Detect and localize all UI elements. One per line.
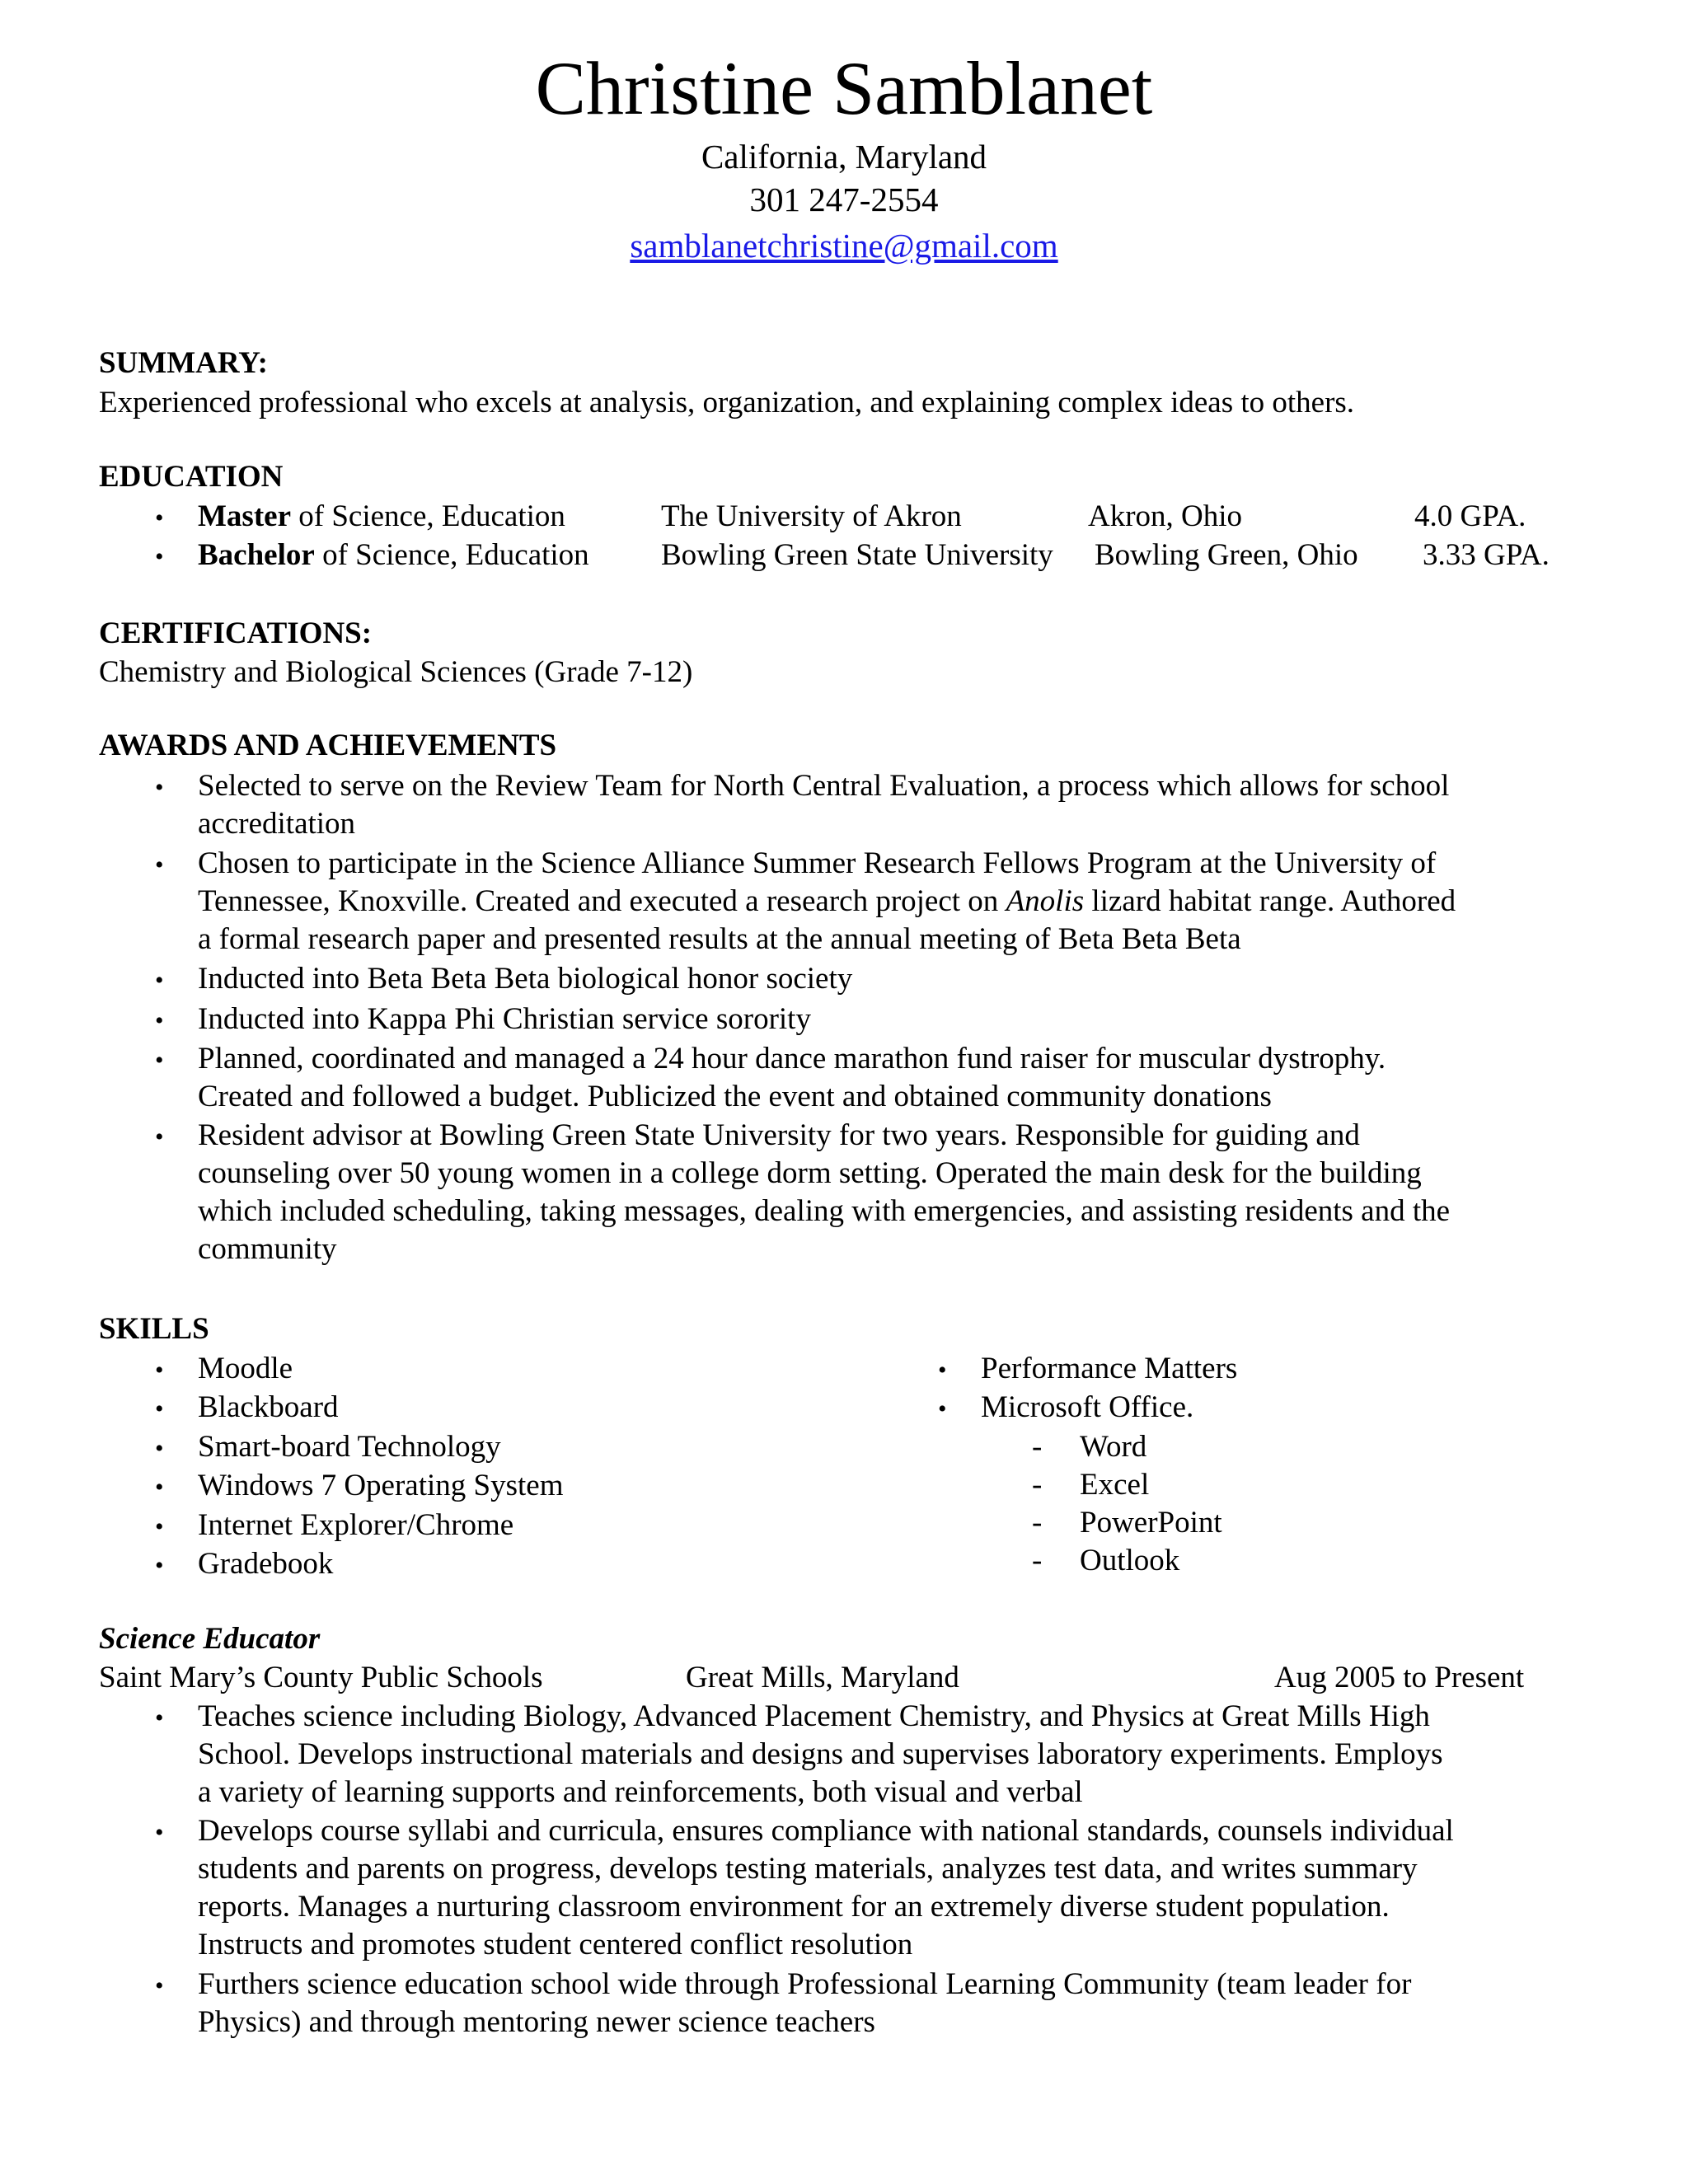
duty-line: School. Develops instructional materials and designs and supervises laboratory experiments. Employs [198, 1737, 1443, 1771]
award-line: community [198, 1232, 337, 1266]
bullet-icon: • [155, 543, 164, 570]
award-line [198, 883, 1456, 921]
education-heading: EDUCATION [99, 460, 284, 494]
certifications-text: Chemistry and Biological Sciences (Grade 7-12) [99, 655, 693, 689]
education-degree [198, 498, 565, 536]
bullet-icon: • [155, 504, 164, 532]
education-school: Bowling Green State University [661, 538, 1053, 572]
resume-name: Christine Samblanet [535, 46, 1153, 130]
duty-line: Instructs and promotes student centered conflict resolution [198, 1928, 913, 1961]
bullet-icon: • [155, 1047, 164, 1074]
bullet-icon: • [155, 1552, 164, 1579]
office-app: PowerPoint [1080, 1506, 1222, 1540]
location: California, Maryland [701, 138, 987, 176]
duty-line: Physics) and through mentoring newer science teachers [198, 2005, 875, 2039]
bullet-icon: • [155, 1704, 164, 1732]
skills-heading: SKILLS [99, 1312, 209, 1346]
degree-rest: of Science, Education [314, 538, 589, 572]
office-app: Excel [1080, 1468, 1150, 1502]
skill-item: Internet Explorer/Chrome [198, 1508, 514, 1542]
employer: Saint Mary’s County Public Schools [99, 1661, 543, 1694]
species-name: Anolis [1006, 884, 1085, 918]
award-line: Selected to serve on the Review Team for North Central Evaluation, a process which allows for school [198, 769, 1450, 803]
award-line: Planned, coordinated and managed a 24 hour dance marathon fund raiser for muscular dystrophy. [198, 1042, 1386, 1076]
award-line-end: lizard habitat range. Authored [1084, 884, 1456, 918]
bullet-icon: • [155, 1007, 164, 1034]
award-line-start: Tennessee, Knoxville. Created and executed a research project on [198, 884, 1006, 918]
awards-heading: AWARDS AND ACHIEVEMENTS [99, 729, 557, 762]
dash-marker: - [1032, 1506, 1043, 1540]
duty-line: a variety of learning supports and reinforcements, both visual and verbal [198, 1775, 1083, 1809]
skill-item: Gradebook [198, 1547, 334, 1581]
bullet-icon: • [155, 1395, 164, 1422]
education-place: Akron, Ohio [1088, 499, 1243, 533]
degree-bold: Bachelor [198, 538, 315, 572]
education-degree [198, 537, 589, 574]
award-line: Created and followed a budget. Publicized the event and obtained community donations [198, 1080, 1272, 1113]
dash-marker: - [1032, 1468, 1043, 1502]
bullet-icon: • [155, 1474, 164, 1501]
bullet-icon: • [155, 1357, 164, 1384]
duty-line: students and parents on progress, develops testing materials, analyzes test data, and writes summary [198, 1852, 1418, 1886]
skill-item: Performance Matters [981, 1352, 1238, 1385]
job-title: Science Educator [99, 1622, 321, 1656]
skill-item: Moodle [198, 1352, 293, 1385]
bullet-icon: • [155, 1123, 164, 1151]
skill-item: Windows 7 Operating System [198, 1469, 564, 1502]
skill-item: Blackboard [198, 1390, 339, 1424]
award-line: accreditation [198, 807, 356, 841]
duty-line: Develops course syllabi and curricula, ensures compliance with national standards, counsels individual [198, 1814, 1454, 1848]
summary-text: Experienced professional who excels at analysis, organization, and explaining complex ideas to others. [99, 386, 1355, 419]
award-line: counseling over 50 young women in a college dorm setting. Operated the main desk for the building [198, 1156, 1422, 1190]
skill-item: Smart-board Technology [198, 1430, 501, 1464]
education-gpa: 4.0 GPA. [1414, 499, 1526, 533]
bullet-icon: • [155, 1819, 164, 1846]
education-school: The University of Akron [661, 499, 962, 533]
award-line: Inducted into Beta Beta Beta biological honor society [198, 962, 853, 996]
duty-line: Furthers science education school wide through Professional Learning Community (team leader for [198, 1967, 1412, 2001]
summary-heading: SUMMARY: [99, 346, 268, 380]
education-place: Bowling Green, Ohio [1095, 538, 1358, 572]
award-line: Resident advisor at Bowling Green State University for two years. Responsible for guiding and [198, 1118, 1360, 1152]
dash-marker: - [1032, 1544, 1043, 1577]
duty-line: Teaches science including Biology, Advanced Placement Chemistry, and Physics at Great Mills High [198, 1699, 1430, 1733]
degree-bold: Master [198, 499, 291, 533]
bullet-icon: • [155, 1972, 164, 1999]
education-gpa: 3.33 GPA. [1423, 538, 1550, 572]
job-dates: Aug 2005 to Present [1274, 1661, 1525, 1694]
email-link[interactable]: samblanetchristine@gmail.com [630, 227, 1058, 265]
award-line: Chosen to participate in the Science Alliance Summer Research Fellows Program at the University of [198, 846, 1437, 880]
duty-line: reports. Manages a nurturing classroom environment for an extremely diverse student population. [198, 1890, 1390, 1924]
bullet-icon: • [155, 774, 164, 801]
bullet-icon: • [155, 1513, 164, 1540]
bullet-icon: • [155, 967, 164, 994]
bullet-icon: • [155, 851, 164, 879]
award-line: which included scheduling, taking messages, dealing with emergencies, and assisting residents and the [198, 1194, 1451, 1228]
email-container [0, 224, 1688, 267]
award-line: a formal research paper and presented results at the annual meeting of Beta Beta Beta [198, 922, 1241, 956]
skill-item: Microsoft Office. [981, 1390, 1194, 1424]
certifications-heading: CERTIFICATIONS: [99, 616, 373, 650]
office-app: Word [1080, 1430, 1147, 1464]
bullet-icon: • [938, 1357, 947, 1384]
bullet-icon: • [155, 1435, 164, 1462]
award-line: Inducted into Kappa Phi Christian service sorority [198, 1002, 811, 1036]
office-app: Outlook [1080, 1544, 1180, 1577]
dash-marker: - [1032, 1430, 1043, 1464]
bullet-icon: • [938, 1395, 947, 1422]
job-location: Great Mills, Maryland [686, 1661, 959, 1694]
phone-number: 301 247-2554 [749, 180, 939, 218]
degree-rest: of Science, Education [291, 499, 565, 533]
